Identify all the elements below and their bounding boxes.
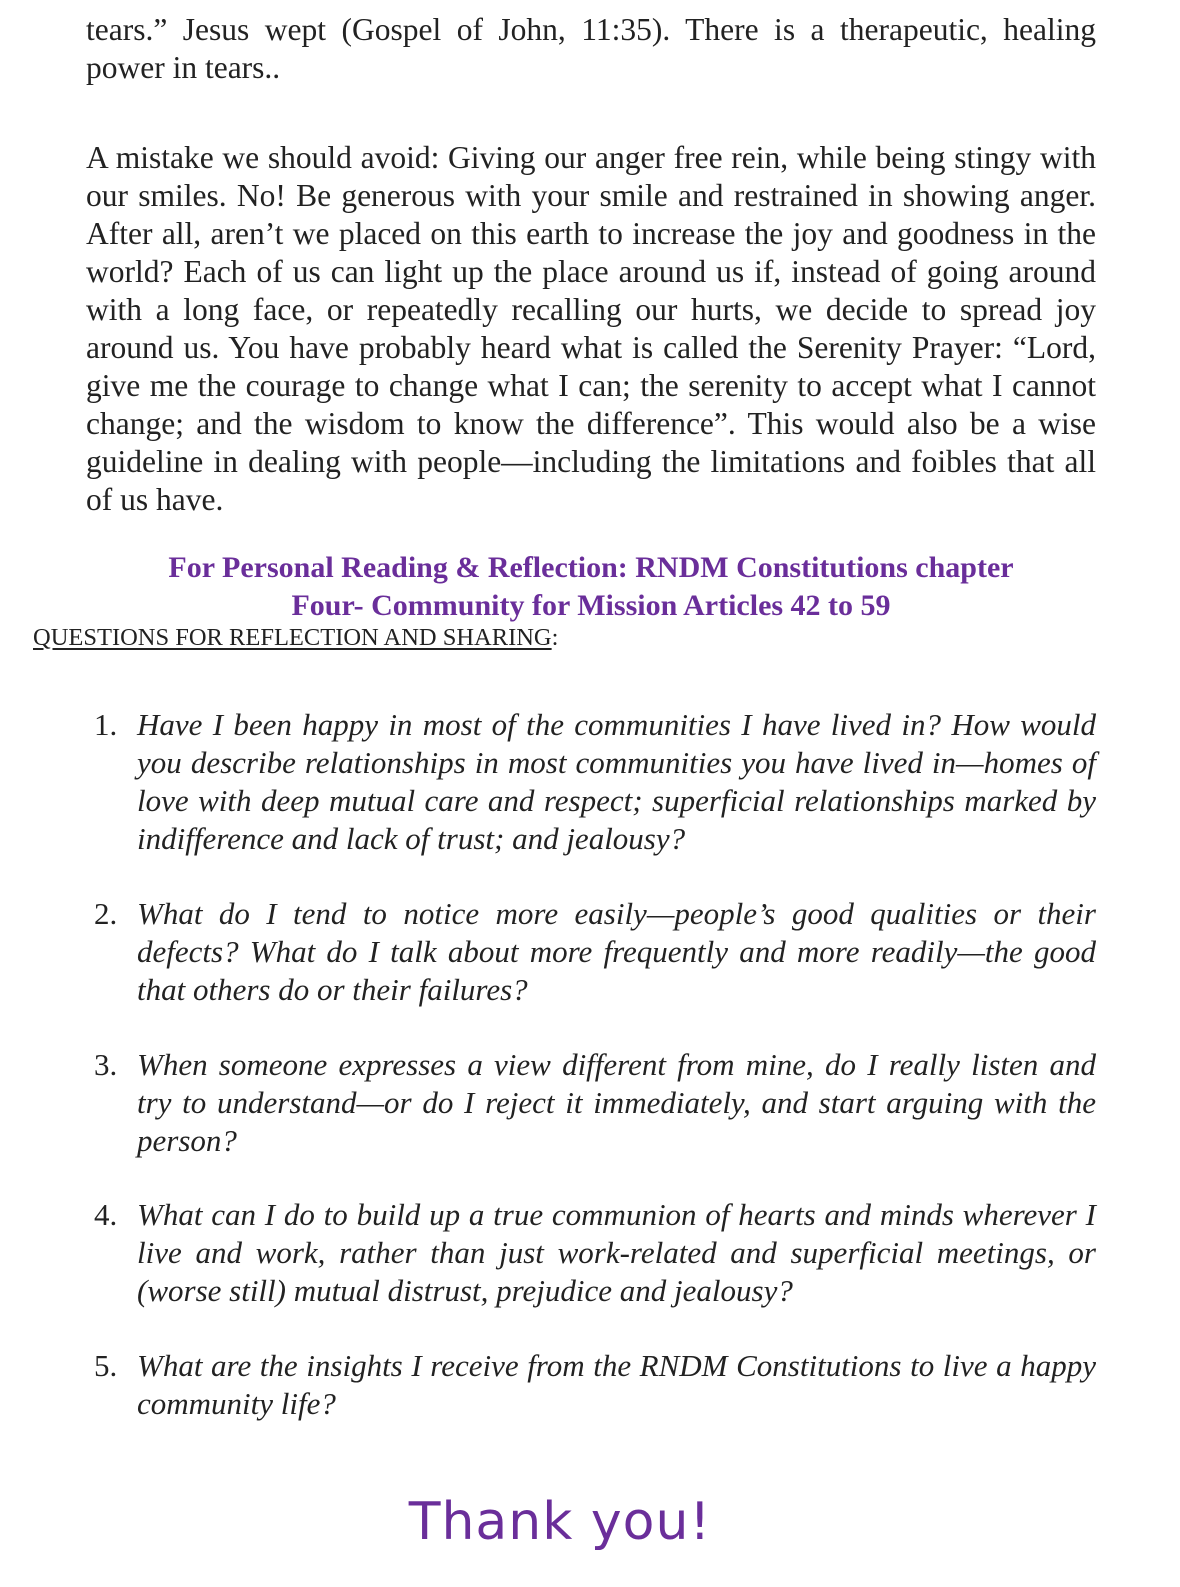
reading-reflection-heading: [86, 549, 1096, 625]
question-text: What do I tend to notice more easily—people’s good qualities or their defects? What do I talk about more frequently and more readily—the good that others do or their failures?: [137, 896, 1096, 1007]
question-number: 5.: [94, 1348, 118, 1383]
question-text: What are the insights I receive from the RNDM Constitutions to live a happy community life?: [137, 1348, 1096, 1421]
closing-thank-you: Thank you!: [408, 1492, 712, 1552]
paragraph-tears: tears.” Jesus wept (Gospel of John, 11:35). There is a therapeutic, healing power in tears..: [86, 12, 1096, 85]
questions-section-label: [33, 624, 558, 652]
question-number: 4.: [94, 1197, 118, 1232]
question-text: What can I do to build up a true communion of hearts and minds wherever I live and work, rather than just work-related and superficial meetings, or (worse still) mutual distrust, prejudice and jealousy?: [137, 1197, 1096, 1308]
question-text: When someone expresses a view different from mine, do I really listen and try to understand—or do I reject it immediately, and start arguing with the person?: [137, 1047, 1096, 1158]
questions-label-text: QUESTIONS FOR REFLECTION AND SHARING: [33, 624, 552, 651]
question-number: 2.: [94, 896, 118, 931]
questions-label-colon: :: [551, 624, 559, 651]
question-number: 1.: [94, 707, 118, 742]
reading-heading-line-1: For Personal Reading & Reflection: RNDM Constitutions chapter: [168, 551, 1014, 584]
question-number: 3.: [94, 1047, 118, 1082]
question-text: Have I been happy in most of the communities I have lived in? How would you describe relationships in most communities you have lived in—homes of love with deep mutual care and respect; superficial relationships marked by indifference and lack of trust; and jealousy?: [137, 707, 1096, 856]
reading-heading-line-2: Four- Community for Mission Articles 42 to 59: [291, 589, 891, 622]
paragraph-anger-mistake: A mistake we should avoid: Giving our anger free rein, while being stingy with our smiles. No! Be generous with your smile and restrained in showing anger. After all, aren’t we placed on this earth to increase the joy and goodness in the world? Each of us can light up the place around us if, instead of going around with a long face, or repeatedly recalling our hurts, we decide to spread joy around us. You have probably heard what is called the Serenity Prayer: “Lord, give me the courage to change what I can; the serenity to accept what I cannot change; and the wisdom to know the difference”. This would also be a wise guideline in dealing with people—including the limitations and foibles that all of us have.: [86, 140, 1096, 517]
